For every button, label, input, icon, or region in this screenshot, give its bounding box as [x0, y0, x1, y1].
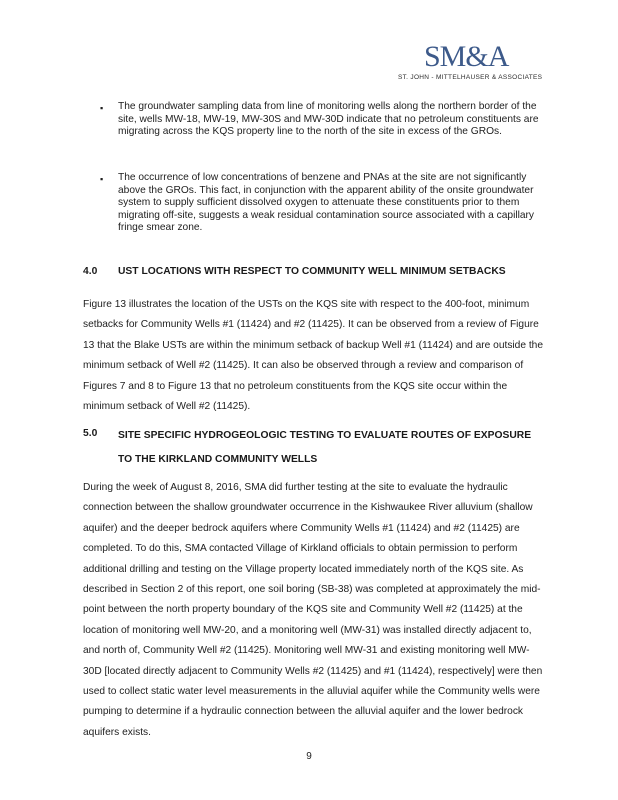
logo-mark: SM&A	[424, 40, 509, 73]
section-4-title: UST LOCATIONS WITH RESPECT TO COMMUNITY WELL MINIMUM SETBACKS	[118, 266, 506, 277]
bullet-marker-2: ▪	[100, 174, 104, 184]
section-4-paragraph: Figure 13 illustrates the location of the USTs on the KQS site with respect to the 400-foot, minimum setbacks for Community Wells #1 (11424) and #2 (11425). It can be observed from a review of Figure 13 that the Blake USTs are within the minimum setback of backup Well #1 (11424) and are outside the minimum setback of Well #2 (11425). It can also be observed through a review and comparison of Figures 7 and 8 to Figure 13 that no petroleum constituents from the KQS site occur within the minimum setback of Well #2 (11425).	[83, 299, 544, 413]
section-5-paragraph: During the week of August 8, 2016, SMA did further testing at the site to evaluate the hydraulic connection between the shallow groundwater occurrence in the Kishwaukee River alluvium (shallow aquifer) and the deeper bedrock aquifers where Community Wells #1 (11424) and #2 (11425) are completed. To do this, SMA contacted Village of Kirkland officials to obtain permission to perform additional drilling and testing on the Village property located immediately north of the KQS site. As described in Section 2 of this report, one soil boring (SB-38) was completed at approximately the mid-point between the north property boundary of the KQS site and Community Well #2 (11425) at the location of monitoring well MW-20, and a monitoring well (MW-31) was installed directly adjacent to, and north of, Community Well #2 (11425). Monitoring well MW-31 and existing monitoring well MW-30D [located directly adjacent to Community Wells #2 (11425) and #1 (11424), respectively] were then used to collect static water level measurements in the alluvial aquifer while the Community wells were pumping to determine if a hydraulic connection between the alluvial aquifer and the lower bedrock aquifers exists.	[83, 482, 543, 738]
section-5-title: SITE SPECIFIC HYDROGEOLOGIC TESTING TO EVALUATE ROUTES OF EXPOSURE TO THE KIRKLAND COMMUNITY WELLS	[118, 430, 532, 465]
page-number: 9	[306, 751, 312, 762]
logo-subtitle: ST. JOHN - MITTELHAUSER & ASSOCIATES	[398, 74, 543, 81]
section-4-number: 4.0	[83, 266, 98, 277]
company-logo	[398, 42, 578, 84]
bullet-text-2: The occurrence of low concentrations of benzene and PNAs at the site are not significantly above the GROs. This fact, in conjunction with the apparent ability of the onsite groundwater system to supply sufficient dissolved oxygen to attenuate these constituents prior to them migrating off-site, suggests a weak residual contamination source associated with a capillary fringe smear zone.	[118, 172, 535, 234]
bullet-text-1: The groundwater sampling data from line of monitoring wells along the northern border of the site, wells MW-18, MW-19, MW-30S and MW-30D indicate that no petroleum constituents are migrating across the KQS property line to the north of the site in excess of the GROs.	[118, 101, 539, 138]
bullet-marker-1: ▪	[100, 103, 104, 113]
section-5-number: 5.0	[83, 428, 98, 439]
